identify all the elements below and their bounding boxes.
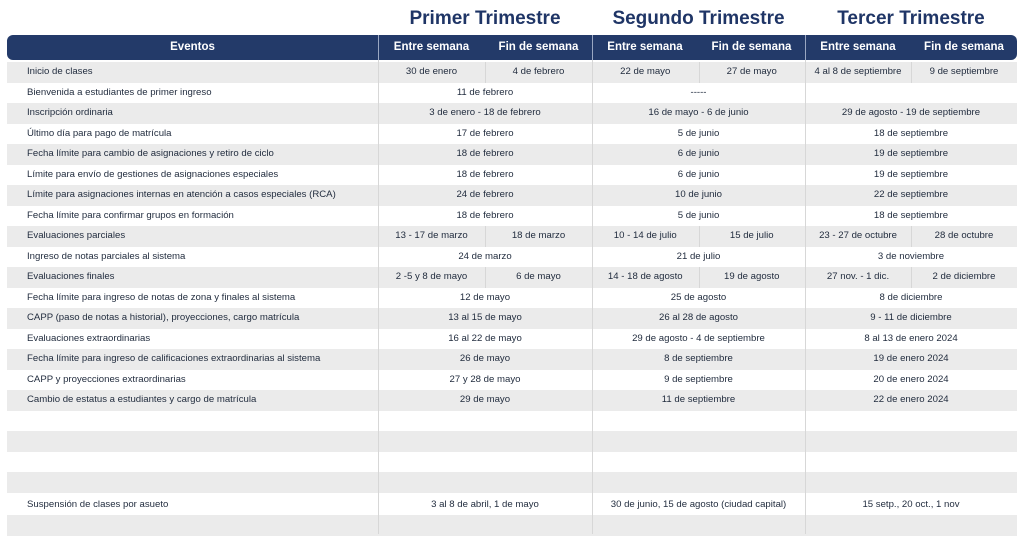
table-row — [7, 83, 1017, 104]
table-row — [7, 452, 1017, 473]
date-t1 — [378, 452, 592, 473]
date-t2: 9 de septiembre — [664, 373, 733, 385]
date-t3: 15 setp., 20 oct., 1 nov — [862, 499, 960, 510]
date-t3-weekend: 9 de septiembre — [929, 66, 999, 77]
cell-divider — [485, 226, 486, 247]
column-divider — [592, 60, 593, 534]
date-t3: 22 de septiembre — [873, 189, 949, 200]
event-label: CAPP (paso de notas a historial), proyecciones, cargo matrícula — [27, 312, 300, 323]
event-label: Fecha límite para ingreso de calificaciones extraordinarias al sistema — [27, 353, 321, 364]
table-row — [7, 329, 1017, 350]
date-t3-weekday: 27 nov. - 1 dic. — [826, 271, 890, 282]
date-t1 — [378, 472, 592, 493]
date-t3: 3 de noviembre — [877, 250, 945, 262]
date-t2: 6 de junio — [677, 148, 720, 159]
date-t2: 6 de junio — [677, 168, 720, 180]
date-t2 — [592, 411, 805, 432]
table-header — [7, 35, 1017, 60]
table-row — [7, 165, 1017, 186]
date-t1: 18 de febrero — [456, 168, 514, 180]
date-t2-weekend: 15 de julio — [729, 230, 774, 241]
event-label: CAPP y proyecciones extraordinarias — [27, 373, 186, 385]
date-t2: 25 de agosto — [670, 291, 727, 303]
date-t1: 18 de febrero — [456, 209, 514, 221]
table-row — [7, 206, 1017, 227]
date-t2-weekday: 14 - 18 de agosto — [607, 271, 683, 282]
date-t3: 9 - 11 de diciembre — [870, 312, 952, 323]
table-row — [7, 495, 1017, 516]
date-t1-weekend: 6 de mayo — [516, 271, 561, 282]
table-row — [7, 144, 1017, 165]
date-t1: 27 y 28 de mayo — [449, 373, 521, 385]
event-label: Fecha límite para confirmar grupos en formación — [27, 209, 234, 221]
table-row — [7, 62, 1017, 83]
date-t1: 16 al 22 de mayo — [448, 332, 522, 344]
date-t3: 18 de septiembre — [873, 209, 949, 221]
quarter-title-1: Primer Trimestre — [409, 8, 561, 29]
table-row — [7, 288, 1017, 309]
event-label: Inscripción ordinaria — [27, 107, 113, 118]
date-t3 — [805, 515, 1017, 536]
table-row — [7, 247, 1017, 268]
date-t1 — [378, 515, 592, 536]
table-row — [7, 185, 1017, 206]
table-row — [7, 103, 1017, 124]
quarter-title-2: Segundo Trimestre — [612, 8, 785, 29]
date-t3 — [805, 83, 1017, 104]
date-t1 — [378, 431, 592, 452]
header-t2-weekend: Fin de semana — [711, 41, 792, 53]
date-t3-weekend: 28 de octubre — [934, 230, 994, 241]
header-t3-weekday: Entre semana — [820, 41, 896, 53]
date-t2: 16 de mayo - 6 de junio — [648, 107, 749, 118]
cell-divider — [485, 62, 486, 83]
date-t2: 5 de junio — [677, 209, 720, 221]
event-label: Evaluaciones extraordinarias — [27, 332, 151, 344]
header-t2-weekday: Entre semana — [607, 41, 683, 53]
date-t3 — [805, 472, 1017, 493]
date-t2-weekend: 19 de agosto — [724, 271, 780, 282]
date-t3 — [805, 452, 1017, 473]
event-label: Límite para envío de gestiones de asignaciones especiales — [27, 168, 279, 180]
table-row — [7, 515, 1017, 536]
date-t1: 24 de febrero — [456, 189, 514, 200]
header-t1-weekday: Entre semana — [393, 41, 470, 53]
date-t3: 29 de agosto - 19 de septiembre — [841, 107, 981, 118]
date-t2: 10 de junio — [675, 189, 722, 200]
event-label: Límite para asignaciones internas en atención a casos especiales (RCA) — [27, 189, 336, 200]
cell-divider — [911, 267, 912, 288]
table-row — [7, 472, 1017, 493]
date-t1-weekend: 18 de marzo — [511, 230, 566, 241]
date-t1: 17 de febrero — [456, 127, 514, 139]
date-t3-weekday: 4 al 8 de septiembre — [814, 66, 902, 77]
table-row — [7, 349, 1017, 370]
event-label: Evaluaciones finales — [27, 271, 115, 282]
date-t1: 24 de marzo — [458, 250, 512, 262]
event-label: Último día para pago de matrícula — [27, 127, 172, 139]
cell-divider — [699, 62, 700, 83]
date-t2 — [592, 515, 805, 536]
date-t3 — [805, 411, 1017, 432]
date-t1: 3 de enero - 18 de febrero — [429, 107, 541, 118]
date-t1: 26 de mayo — [459, 353, 511, 364]
table-row — [7, 431, 1017, 452]
date-t2: ----- — [690, 86, 707, 98]
date-t2 — [592, 472, 805, 493]
date-t2 — [592, 452, 805, 473]
date-t1: 11 de febrero — [456, 86, 514, 98]
cell-divider — [911, 226, 912, 247]
date-t1: 3 al 8 de abril, 1 de mayo — [431, 499, 539, 510]
date-t1 — [378, 411, 592, 432]
cell-divider — [911, 62, 912, 83]
header-t1-weekend: Fin de semana — [498, 41, 579, 53]
table-row — [7, 308, 1017, 329]
date-t2-weekday: 22 de mayo — [620, 66, 671, 77]
date-t3: 19 de septiembre — [873, 168, 949, 180]
date-t2: 8 de septiembre — [664, 353, 733, 364]
date-t3-weekday: 23 - 27 de octubre — [819, 230, 897, 241]
date-t3: 18 de septiembre — [873, 127, 949, 139]
date-t3: 19 de septiembre — [873, 148, 949, 159]
date-t3: 8 al 13 de enero 2024 — [864, 332, 958, 344]
cell-divider — [485, 267, 486, 288]
event-label: Bienvenida a estudiantes de primer ingreso — [27, 86, 212, 98]
date-t2 — [592, 431, 805, 452]
date-t3: 20 de enero 2024 — [873, 373, 949, 385]
quarter-title-3: Tercer Trimestre — [837, 8, 985, 29]
date-t3: 22 de enero 2024 — [873, 394, 949, 405]
table-row — [7, 226, 1017, 247]
cell-divider — [699, 226, 700, 247]
date-t2: 11 de septiembre — [661, 394, 736, 405]
date-t2: 26 al 28 de agosto — [659, 312, 738, 323]
date-t1: 18 de febrero — [456, 148, 514, 159]
date-t3 — [805, 431, 1017, 452]
table-row — [7, 411, 1017, 432]
column-divider — [805, 60, 806, 534]
date-t2: 29 de agosto - 4 de septiembre — [632, 332, 765, 344]
date-t2: 5 de junio — [677, 127, 720, 139]
event-label: Suspensión de clases por asueto — [27, 499, 169, 510]
date-t2-weekday: 10 - 14 de julio — [613, 230, 677, 241]
event-label: Ingreso de notas parciales al sistema — [27, 250, 186, 262]
date-t2: 30 de junio, 15 de agosto (ciudad capital) — [610, 499, 787, 510]
event-label: Inicio de clases — [27, 66, 93, 77]
table-row — [7, 124, 1017, 145]
date-t3: 8 de diciembre — [879, 291, 943, 303]
table-row — [7, 390, 1017, 411]
date-t1-weekday: 30 de enero — [405, 66, 458, 77]
event-label: Fecha límite para ingreso de notas de zona y finales al sistema — [27, 291, 296, 303]
cell-divider — [699, 267, 700, 288]
header-t3-weekend: Fin de semana — [924, 41, 1004, 53]
date-t1: 13 al 15 de mayo — [448, 312, 522, 323]
table-row — [7, 267, 1017, 288]
date-t3: 19 de enero 2024 — [873, 353, 949, 364]
date-t1-weekday: 2 -5 y 8 de mayo — [395, 271, 468, 282]
date-t2: 21 de julio — [676, 250, 721, 262]
event-label: Evaluaciones parciales — [27, 230, 126, 241]
event-label: Fecha límite para cambio de asignaciones y retiro de ciclo — [27, 148, 274, 159]
date-t1-weekend: 4 de febrero — [512, 66, 565, 77]
header-events: Eventos — [170, 41, 215, 53]
date-t1: 29 de mayo — [459, 394, 511, 405]
event-label: Cambio de estatus a estudiantes y cargo de matrícula — [27, 394, 257, 405]
table-row — [7, 370, 1017, 391]
date-t3-weekend: 2 de diciembre — [932, 271, 996, 282]
date-t1: 12 de mayo — [459, 291, 511, 303]
date-t2-weekend: 27 de mayo — [726, 66, 777, 77]
date-t1-weekday: 13 - 17 de marzo — [395, 230, 468, 241]
column-divider — [378, 60, 379, 534]
